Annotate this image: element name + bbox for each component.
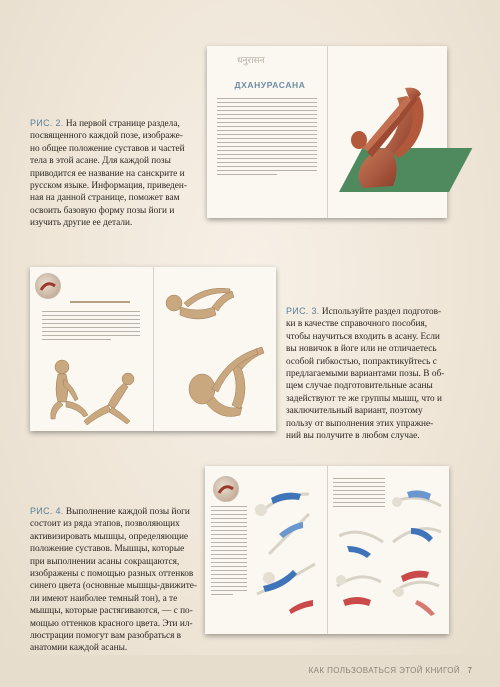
figure3-caption: РИС. 3. Используйте раздел подготов- ки в качестве справочного пособия, чтобы научиться входить в асану. Если вы новичок в йоге или не отличаетесь особой гибкостью, попрактикуйтесь с предлагаемыми вариантами позы. В об- щем случае подготовительные асаны задействуют те же группы мышц, что и заключительный вариант, поэтому пользу от выполнения этих упражне- ний вы получите в любом случае.: [286, 306, 445, 442]
figure2-label: РИС. 2.: [30, 118, 64, 128]
spread-title: ДХАНУРАСАНА: [234, 80, 306, 90]
pose-thumbnail-circle-2: [213, 476, 239, 502]
page-footer: [0, 655, 500, 687]
figure2-caption: РИС. 2. На первой странице раздела, посвященного каждой позе, изображе- но общее положение суставов и частей тела в этой асане. Для каждой позы приводится ее название на санскрите и русском языке. Информация, приведен- ная на данной странице, поможет вам освоить базовую форму позы йоги и изучить другие ее детали.: [30, 118, 187, 229]
mannequin-bow-pose-figure: [182, 339, 272, 429]
figure4-caption: РИС. 4. Выполнение каждой позы йоги состоит из ряда этапов, позволяющих активизировать мышцы, определяющие положение суставов. Мышцы, которые при выполнении асаны сокращаются, изображены с помощью разных оттенков синего цвета (основные мышцы-движите- ли имеют наиболее темный тон), а те мышцы, которые растягиваются, — с по- мощью оттенков красного цвета. Эти ил- люстрации помогут вам разобраться в анатомии каждой асаны.: [30, 506, 197, 654]
anatomy-left-text: [211, 506, 247, 598]
prep-body-text: [42, 311, 140, 343]
figure3-spread: [30, 267, 276, 431]
figure4-spread: [205, 466, 449, 634]
mannequin-bow-prep-figure: [160, 281, 240, 331]
figure2-spread: [207, 46, 447, 218]
anatomy-illustration-right: [387, 472, 447, 632]
spread-body-text: [217, 98, 317, 178]
bow-pose-anatomy-figure: [337, 82, 442, 192]
prep-section-heading: [70, 301, 130, 303]
anatomy-illustration-left: [249, 474, 325, 630]
anatomy-right-text: [333, 478, 385, 510]
pose-thumbnail-circle: [35, 273, 61, 299]
footer-section-title: КАК ПОЛЬЗОВАТЬСЯ ЭТОЙ КНИГОЙ: [308, 666, 460, 675]
mannequin-forward-bend-figure: [80, 367, 140, 427]
figure3-label: РИС. 3.: [286, 306, 320, 316]
anatomy-illustration-center: [333, 516, 387, 626]
figure4-label: РИС. 4.: [30, 506, 64, 516]
sanskrit-title: धनुरासन: [237, 56, 265, 66]
page-number: 7: [467, 666, 472, 675]
